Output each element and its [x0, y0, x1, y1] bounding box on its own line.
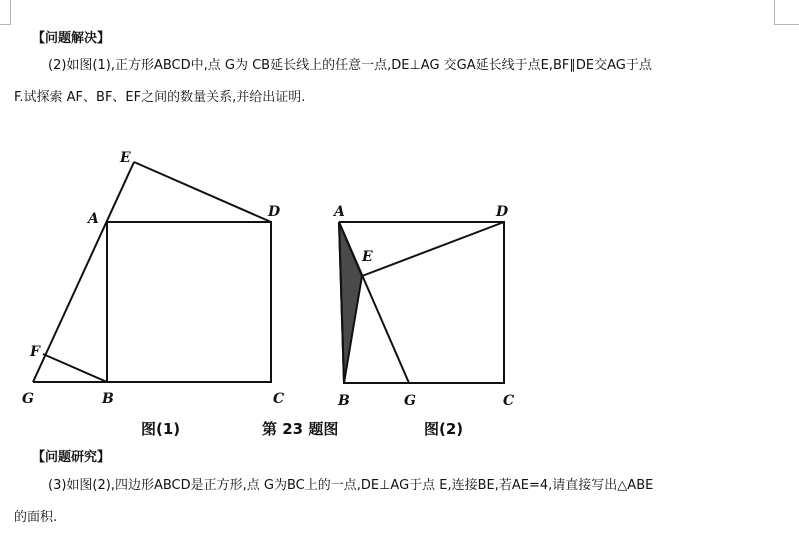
- figure-title: 第 23 题图: [262, 420, 339, 438]
- fig1-caption: 图(1): [141, 420, 181, 438]
- fig1-label-g: G: [22, 391, 34, 407]
- fig2-label-b: B: [338, 393, 350, 409]
- fig1-label-d: D: [268, 204, 281, 220]
- segment-de-2: [362, 222, 504, 276]
- fig2-label-e: E: [362, 249, 373, 265]
- fig2-label-g: G: [404, 393, 416, 409]
- figure-1: [33, 162, 271, 382]
- fig1-label-c: C: [273, 391, 285, 407]
- fig1-label-a: A: [88, 211, 99, 227]
- fig2-label-c: C: [503, 393, 515, 409]
- segment-ge-1: [33, 162, 134, 382]
- square-abcd-1: [107, 222, 271, 382]
- problem-research-heading: 【问题研究】: [32, 450, 111, 465]
- problem-3-text-line2: 的面积.: [14, 510, 58, 525]
- fig2-label-d: D: [496, 204, 509, 220]
- problem-2-text-line2: F.试探索 AF、BF、EF之间的数量关系,并给出证明.: [14, 90, 306, 105]
- problem-3-text-line1: (3)如图(2),四边形ABCD是正方形,点 G为BC上的一点,DE⊥AG于点 E,连接BE,若AE=4,请直接写出△ABE: [48, 478, 654, 493]
- segment-bf-1: [43, 354, 107, 382]
- square-abcd-2: [339, 222, 504, 383]
- fig1-label-b: B: [102, 391, 114, 407]
- segment-ed-1: [134, 162, 271, 222]
- fig1-label-f: F: [30, 344, 40, 360]
- problem-2-text-line1: (2)如图(1),正方形ABCD中,点 G为 CB延长线上的任意一点,DE⊥AG 交GA延长线于点E,BF∥DE交AG于点: [48, 58, 652, 73]
- figure-2: [339, 222, 504, 383]
- fig2-label-a: A: [334, 204, 345, 220]
- fig1-label-e: E: [120, 150, 131, 166]
- problem-solving-heading: 【问题解决】: [32, 31, 111, 46]
- fig2-caption: 图(2): [424, 420, 464, 438]
